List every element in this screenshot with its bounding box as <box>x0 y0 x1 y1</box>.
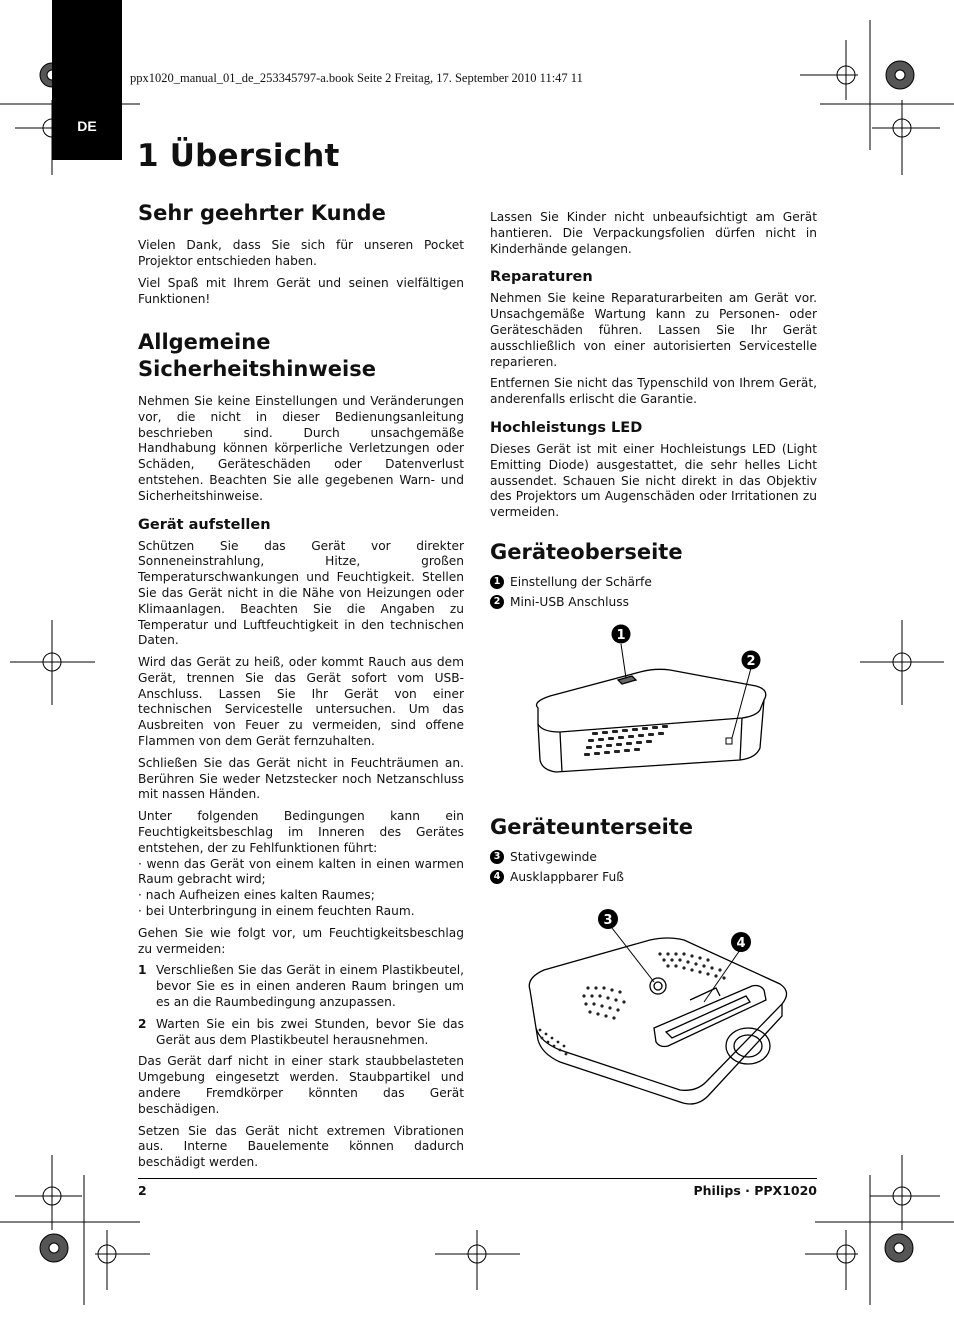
paragraph: Vielen Dank, dass Sie sich für unseren Pocket Projektor entschieden haben. <box>138 238 464 269</box>
footer-brand: Philips · PPX1020 <box>693 1183 817 1198</box>
bullet-list <box>138 857 464 920</box>
section-title-kunde: Sehr geehrter Kunde <box>138 201 386 225</box>
step-number: 2 <box>138 1016 147 1031</box>
legend-item <box>490 595 817 609</box>
legend-text: Stativgewinde <box>510 850 597 865</box>
chapter-title: 1 Übersicht <box>137 138 340 174</box>
legend-text: Einstellung der Schärfe <box>510 575 652 590</box>
projector-bottom-illustration <box>520 900 795 1125</box>
projector-top-illustration <box>520 620 790 785</box>
book-header: ppx1020_manual_01_de_253345797-a.book Seite 2 Freitag, 17. September 2010 11:47 11 <box>130 71 583 85</box>
callout-3: 3 <box>603 913 613 928</box>
callout-1: 1 <box>616 628 626 643</box>
legend-item <box>490 850 817 864</box>
paragraph: Viel Spaß mit Ihrem Gerät und seinen vielfältigen Funktionen! <box>138 275 464 306</box>
bullet-item: · nach Aufheizen eines kalten Raumes; <box>138 888 375 903</box>
paragraph: Schließen Sie das Gerät nicht in Feuchträumen an. Berühren Sie weder Netzstecker noch Netzanschluss mit nassen Händen. <box>138 755 464 802</box>
paragraph: Unter folgenden Bedingungen kann ein Feuchtigkeitsbeschlag im Inneren des Gerätes entstehen, der zu Fehlfunktionen führt: <box>138 809 464 855</box>
step-item <box>138 963 464 1010</box>
step-text: Verschließen Sie das Gerät in einem Plastikbeutel, bevor Sie es in einen anderen Raum bringen um es an die Raumbedingung anzupassen. <box>156 963 464 1010</box>
section-title-sicherheit: Allgemeine Sicherheitshinweise <box>138 330 376 381</box>
vent-dots <box>539 952 726 1055</box>
paragraph: Entfernen Sie nicht das Typenschild von Ihrem Gerät, anderenfalls erlischt die Garantie. <box>490 376 817 407</box>
paragraph: Nehmen Sie keine Reparaturarbeiten am Gerät vor. Unsachgemäße Wartung kann zu Personen- oder Geräteschäden führen. Lassen Sie Ihr Gerät ausschließlich von einer autorisierten Servicestelle reparieren. <box>490 291 817 369</box>
paragraph: Lassen Sie Kinder nicht unbeaufsichtigt am Gerät hantieren. Die Verpackungsfolien dürfen nicht in Kinderhände gelangen. <box>490 210 817 256</box>
section-title-unterseite: Geräteunterseite <box>490 815 694 839</box>
step-number: 1 <box>138 963 147 978</box>
page-number: 2 <box>138 1183 147 1198</box>
paragraph: Dieses Gerät ist mit einer Hochleistungs LED (Light Emitting Diode) ausgestattet, die sehr helles Licht aussendet. Schauen Sie nicht direkt in das Objektiv des Projektors um Augenschäden oder Irritationen zu vermeiden. <box>490 441 817 520</box>
paragraph: Das Gerät darf nicht in einer stark staubbelasteten Umgebung eingesetzt werden. Staubpartikel und andere Fremdkörper könnten das Gerät beschädigen. <box>138 1054 464 1116</box>
paragraph: Setzen Sie das Gerät nicht extremen Vibrationen aus. Interne Bauelemente können dadurch beschädigt werden. <box>138 1123 464 1170</box>
section-title-oberseite: Geräteoberseite <box>490 539 683 564</box>
subsection-title-aufstellen: Gerät aufstellen <box>138 516 271 533</box>
right-column <box>490 210 817 615</box>
callout-2: 2 <box>746 654 756 669</box>
footer-rule <box>138 1178 817 1179</box>
legend-item <box>490 575 817 589</box>
step-item <box>138 1017 464 1049</box>
paragraph: Schützen Sie das Gerät vor direkter Sonneneinstrahlung, Hitze, großen Temperaturschwankungen und Feuchtigkeit. Stellen Sie das Gerät nicht in die Nähe von Heizungen oder Klimaanlagen. Beachten Sie die Angaben zu Temperatur und Luftfeuchtigkeit in den technischen Daten. <box>138 538 464 648</box>
subsection-title-reparaturen: Reparaturen <box>490 269 593 286</box>
legend-text: Ausklappbarer Fuß <box>510 870 624 885</box>
legend-item <box>490 870 817 884</box>
callout-number-badge: 4 <box>490 870 504 884</box>
callout-number-badge: 1 <box>490 575 504 589</box>
callout-number-badge: 2 <box>490 595 504 609</box>
paragraph: Nehmen Sie keine Einstellungen und Veränderungen vor, die nicht in dieser Bedienungsanleitung beschrieben sind. Durch unsachgemäße Handhabung können körperliche Verletzungen oder Schäden, Geräteschäden oder Datenverlust entstehen. Beachten Sie alle gegebenen Warn- und Sicherheitshinweise. <box>138 393 464 503</box>
callout-number-badge: 3 <box>490 850 504 864</box>
language-tab-label: DE <box>77 118 97 134</box>
callout-4: 4 <box>736 936 746 951</box>
bullet-item: · wenn das Gerät von einem kalten in einen warmen Raum gebracht wird; <box>138 856 464 887</box>
bottom-section <box>490 814 817 890</box>
language-tab <box>52 0 122 160</box>
legend-text: Mini-USB Anschluss <box>510 595 629 610</box>
paragraph: Gehen Sie wie folgt vor, um Feuchtigkeitsbeschlag zu vermeiden: <box>138 925 464 956</box>
paragraph: Wird das Gerät zu heiß, oder kommt Rauch aus dem Gerät, trennen Sie das Gerät sofort vom USB-Anschluss. Lassen Sie Ihr Gerät von einer technischen Servicestelle untersuchen. Um das Ausbreiten von Feuer zu vermeiden, sind offene Flammen von dem Gerät fernzuhalten. <box>138 655 464 749</box>
subsection-title-led: Hochleistungs LED <box>490 419 643 436</box>
step-text: Warten Sie ein bis zwei Stunden, bevor Sie das Gerät aus dem Plastikbeutel herausnehmen. <box>156 1016 464 1047</box>
left-column <box>138 200 464 1177</box>
bullet-item: · bei Unterbringung in einem feuchten Raum. <box>138 904 415 919</box>
